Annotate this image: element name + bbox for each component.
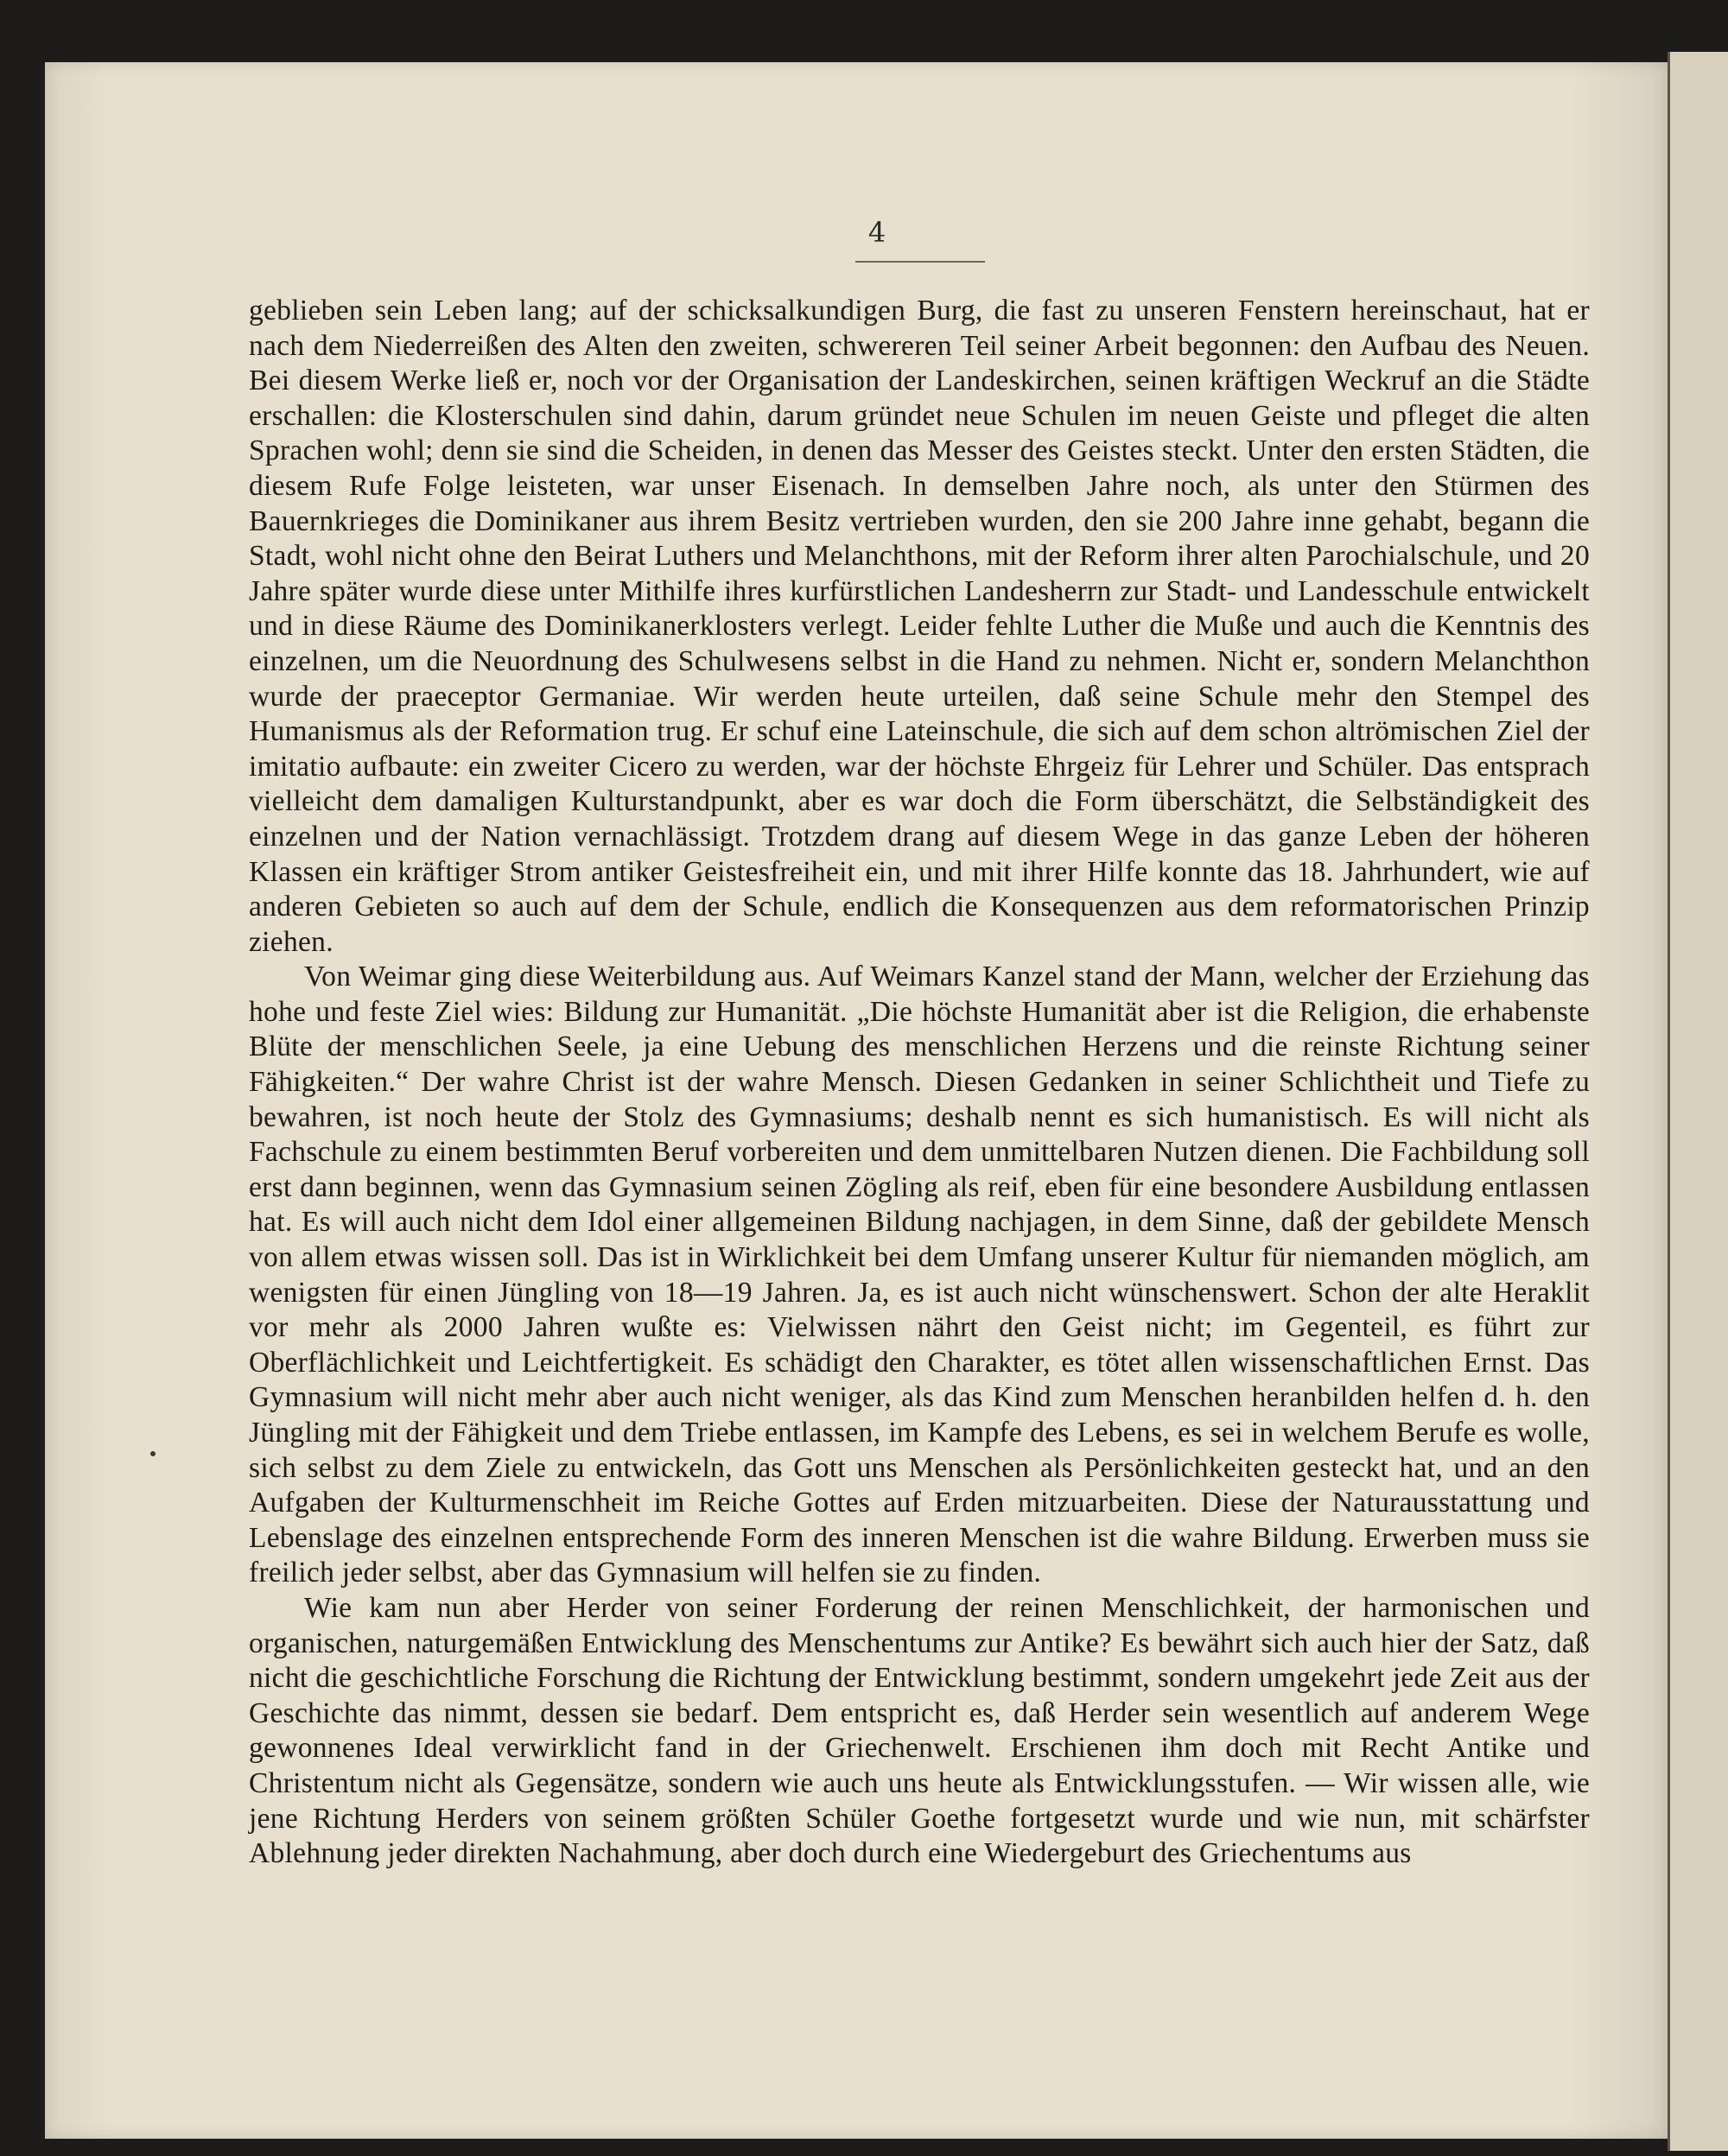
next-page-edge <box>1668 52 1728 2151</box>
paragraph-3: Wie kam nun aber Herder von seiner Forderung der reinen Menschlichkeit, der harmonischen und organischen, naturgemäßen Entwicklung des Menschentums zur Antike? Es bewährt sich auch hier der Satz, daß nicht die geschichtliche Forschung die Richtung der Entwicklung bestimmt, sondern umgekehrt jede Zeit aus der Geschichte das nimmt, dessen sie bedarf. Dem entspricht es, daß Herder sein wesentlich auf anderem Wege gewonnenes Ideal verwirklicht fand in der Griechenwelt. Erschienen ihm doch mit Recht Antike und Christentum nicht als Gegensätze, sondern wie auch uns heute als Entwicklungsstufen. — Wir wissen alle, wie jene Richtung Herders von seinem größten Schüler Goethe fortgesetzt wurde und wie nun, mit schärfster Ablehnung jeder direkten Nachahmung, aber doch durch eine Wiedergeburt des Griechentums aus <box>249 1591 1590 1870</box>
paragraph-2: Von Weimar ging diese Weiterbildung aus. Auf Weimars Kanzel stand der Mann, welcher der Erziehung das hohe und feste Ziel wies: Bildung zur Humanität. „Die höchste Humanität aber ist die Religion, die erhabenste Blüte der menschlichen Seele, ja eine Uebung des menschlichen Herzens und die reinste Richtung seiner Fähigkeiten.“ Der wahre Christ ist der wahre Mensch. Diesen Gedanken in seiner Schlichtheit und Tiefe zu bewahren, ist noch heute der Stolz des Gymnasiums; deshalb nennt es sich humanistisch. Es will nicht als Fachschule zu einem bestimmten Beruf vorbereiten und dem unmittelbaren Nutzen dienen. Die Fachbildung soll erst dann beginnen, wenn das Gymnasium seinen Zögling als reif, eben für eine besondere Ausbildung entlassen hat. Es will auch nicht dem Idol einer allgemeinen Bildung nachjagen, in dem Sinne, daß der gebildete Mensch von allem etwas wissen soll. Das ist in Wirklichkeit bei dem Umfang unserer Kultur für niemanden möglich, am wenigsten für einen Jüngling von 18—19 Jahren. Ja, es ist auch nicht wünschenswert. Schon der alte Heraklit vor mehr als 2000 Jahren wußte es: Vielwissen nährt den Geist nicht; im Gegenteil, es führt zur Oberflächlichkeit und Leichtfertigkeit. Es schädigt den Charakter, es tötet allen wissenschaftlichen Ernst. Das Gymnasium will nicht mehr aber auch nicht weniger, als das Kind zum Menschen heranbilden helfen d. h. den Jüngling mit der Fähigkeit und dem Triebe entlassen, im Kampfe des Lebens, es sei in welchem Berufe es wolle, sich selbst zu dem Ziele zu entwickeln, das Gott uns Menschen als Persönlichkeiten gesteckt hat, und an den Aufgaben der Kulturmenschheit im Reiche Gottes auf Erden mitzuarbeiten. Diese der Naturausstattung und Lebenslage des einzelnen entsprechende Form des inneren Menschen ist die wahre Bildung. Erwerben muss sie freilich jeder selbst, aber das Gymnasium will helfen sie zu finden. <box>249 961 1590 1589</box>
body-text <box>249 294 1590 1872</box>
book-page <box>45 62 1668 2139</box>
margin-mark <box>150 1451 156 1456</box>
paragraph-1: geblieben sein Leben lang; auf der schicksalkundigen Burg, die fast zu unseren Fenstern hereinschaut, hat er nach dem Niederreißen des Alten den zweiten, schwereren Teil seiner Arbeit begonnen: den Aufbau des Neuen. Bei diesem Werke ließ er, noch vor der Organisation der Landeskirchen, seinen kräftigen Weckruf an die Städte erschallen: die Klosterschulen sind dahin, darum gründet neue Schulen im neuen Geiste und pfleget die alten Sprachen wohl; denn sie sind die Scheiden, in denen das Messer des Geistes steckt. Unter den ersten Städten, die diesem Rufe Folge leisteten, war unser Eisenach. In demselben Jahre noch, als unter den Stürmen des Bauernkrieges die Dominikaner aus ihrem Besitz vertrieben wurden, den sie 200 Jahre inne gehabt, begann die Stadt, wohl nicht ohne den Beirat Luthers und Melanchthons, mit der Reform ihrer alten Parochialschule, und 20 Jahre später wurde diese unter Mithilfe ihres kurfürstlichen Landesherrn zur Stadt- und Landesschule entwickelt und in diese Räume des Dominikanerklosters verlegt. Leider fehlte Luther die Muße und auch die Kenntnis des einzelnen, um die Neuordnung des Schulwesens selbst in die Hand zu nehmen. Nicht er, sondern Melanchthon wurde der praeceptor Germaniae. Wir werden heute urteilen, daß seine Schule mehr den Stempel des Humanismus als der Reformation trug. Er schuf eine Lateinschule, die sich auf dem schon altrömischen Ziel der imitatio aufbaute: ein zweiter Cicero zu werden, war der höchste Ehrgeiz für Lehrer und Schüler. Das entsprach vielleicht dem damaligen Kulturstandpunkt, aber es war doch die Form überschätzt, die Selbständigkeit des einzelnen und der Nation vernachlässigt. Trotzdem drang auf diesem Wege in das ganze Leben der höheren Klassen ein kräftiger Strom antiker Geistesfreiheit ein, und mit ihrer Hilfe konnte das 18. Jahrhundert, wie auf anderen Gebieten so auch auf dem der Schule, endlich die Konsequenzen aus dem reformatorischen Prinzip ziehen. <box>249 295 1590 958</box>
page-number: 4 <box>867 216 886 249</box>
header-rule <box>855 261 985 263</box>
